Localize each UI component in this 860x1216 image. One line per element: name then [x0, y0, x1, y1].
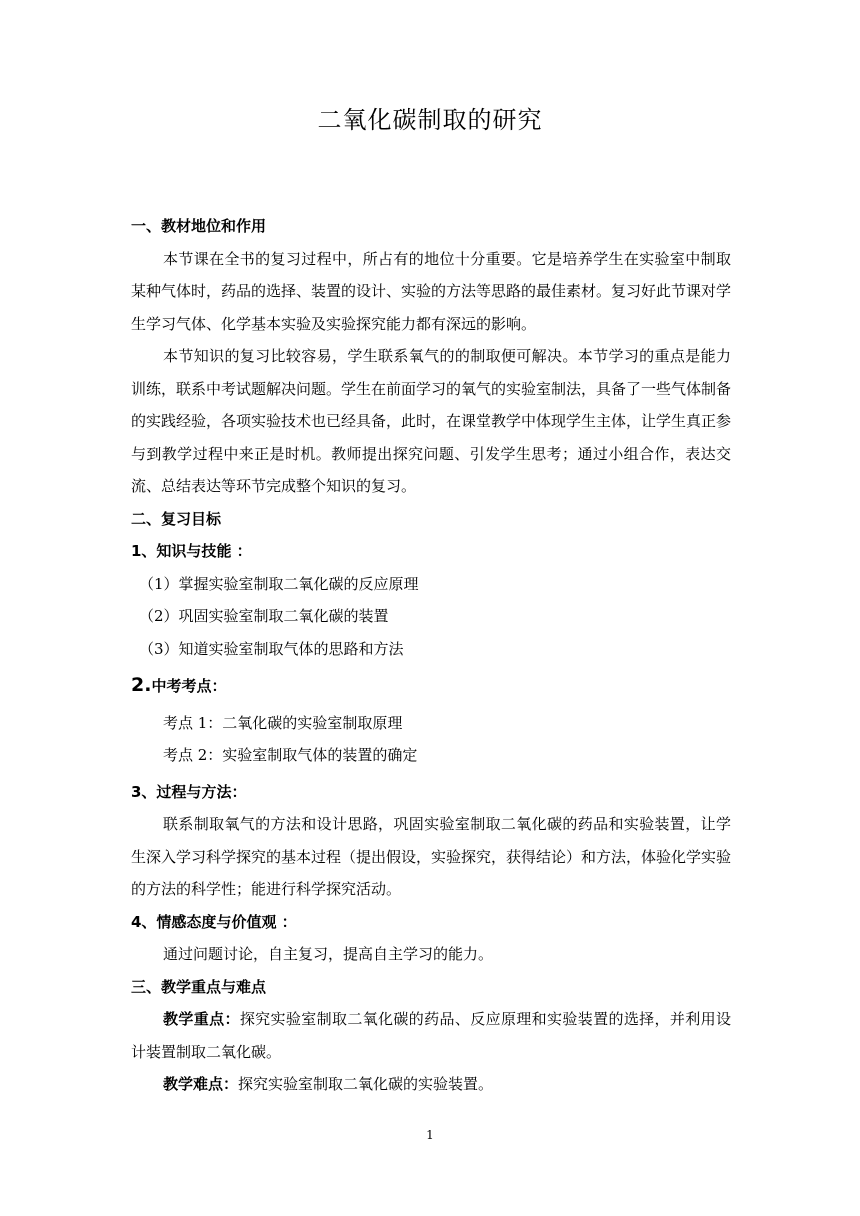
difficulty-label: 教学难点： [163, 1075, 239, 1093]
list-item: （1）掌握实验室制取二氧化碳的反应原理 [139, 574, 419, 593]
section-heading-1: 一、教材地位和作用 [131, 217, 267, 235]
subsection-heading-text: 中考考点： [151, 677, 227, 695]
paragraph: 通过问题讨论，自主复习，提高自主学习的能力。 [163, 945, 494, 963]
key-point-paragraph [131, 1003, 731, 1068]
list-item: （2）巩固实验室制取二氧化碳的装置 [139, 607, 389, 625]
difficulty-paragraph [131, 1068, 731, 1101]
paragraph: 本节知识的复习比较容易，学生联系氧气的的制取便可解决。本节学习的重点是能力训练，联系中考试题解决问题。学生在前面学习的氧气的实验室制法，具备了一些气体制备的实践经验，各项实验技术也已经具备，此时，在课堂教学中体现学生主体，让学生真正参与到教学过程中来正是时机。教师提出探究问题、引发学生思考；通过小组合作，表达交流、总结表达等环节完成整个知识的复习。 [131, 347, 732, 495]
key-point-text: 探究实验室制取二氧化碳的药品、反应原理和实验装置的选择，并利用设计装置制取二氧化碳。 [131, 1010, 731, 1061]
section-heading-2: 二、复习目标 [131, 509, 222, 528]
subsection-number: 2. [131, 674, 152, 696]
exam-point: 考点 1：二氧化碳的实验室制取原理 [163, 713, 403, 732]
subsection-heading-attitude: 4、情感态度与价值观 ： [131, 912, 297, 931]
exam-point: 考点 2：实验室制取气体的装置的确定 [163, 746, 418, 764]
key-point-label: 教学重点： [163, 1010, 240, 1028]
section-heading-3: 三、教学重点与难点 [131, 977, 267, 996]
document-title: 二氧化碳制取的研究 [317, 106, 543, 134]
paragraph: 本节课在全书的复习过程中，所占有的地位十分重要。它是培养学生在实验室中制取某种气体时，药品的选择、装置的设计、实验的方法等思路的最佳素材。复习好此节课对学生学习气体、化学基本实验及实验探究能力都有深远的影响。 [131, 249, 732, 333]
difficulty-text: 探究实验室制取二氧化碳的实验装置。 [238, 1075, 494, 1093]
paragraph: 联系制取氧气的方法和设计思路，巩固实验室制取二氧化碳的药品和实验装置，让学生深入学习科学探究的基本过程（提出假设，实验探究，获得结论）和方法，体验化学实验的方法的科学性；能进行科学探究活动。 [131, 815, 732, 898]
subsection-heading-process: 3、过程与方法： [131, 782, 247, 801]
page-number: 1 [426, 1128, 434, 1142]
subsection-heading-knowledge: 1、知识与技能 ： [131, 542, 252, 560]
subsection-heading-exam-points [131, 669, 731, 703]
list-item: （3）知道实验室制取气体的思路和方法 [139, 639, 404, 658]
document-body [131, 210, 731, 1101]
